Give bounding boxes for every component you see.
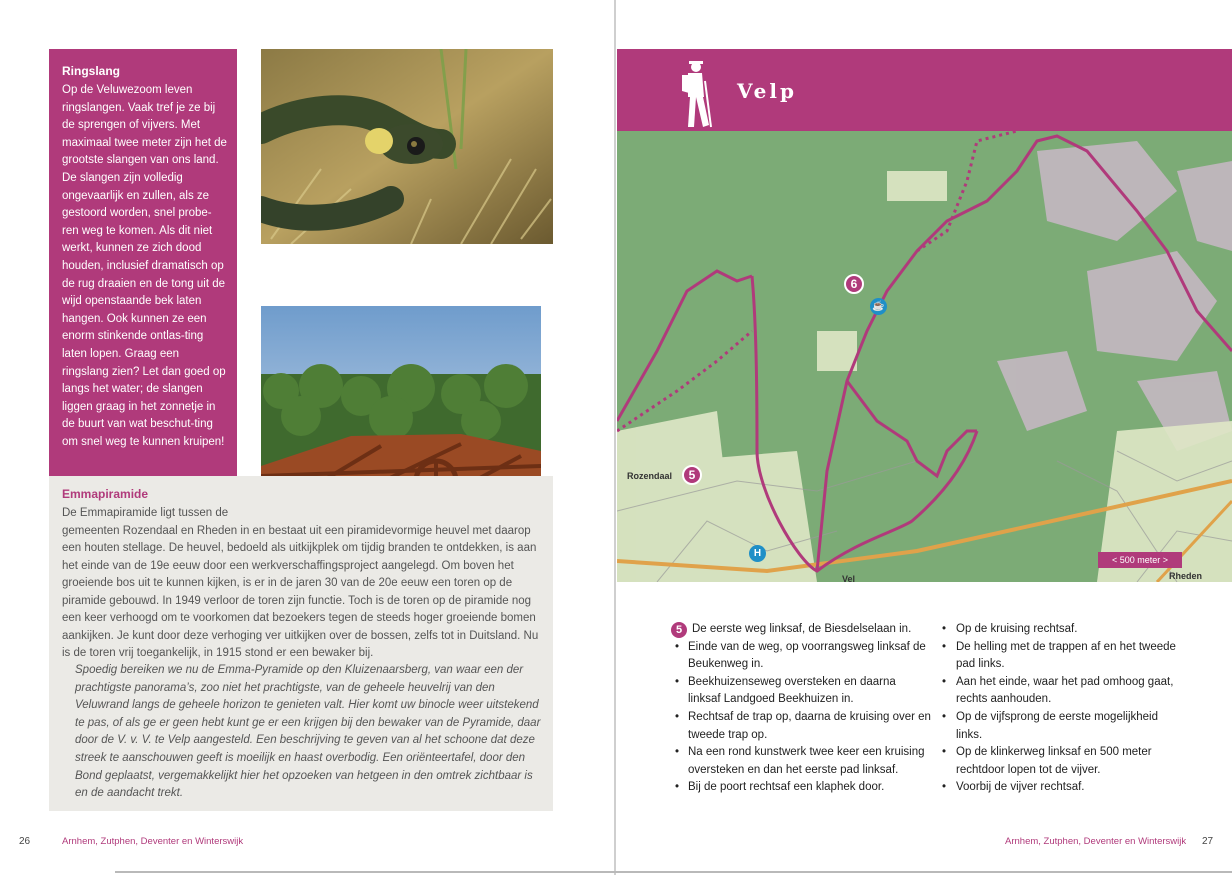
- route-step: • Voorbij de vijver rechtsaf.: [942, 779, 1182, 797]
- route-step: • Beekhuizenseweg oversteken en daarna linksaf Landgoed Beekhuizen in.: [671, 674, 931, 709]
- route-step: • De helling met de trappen af en het tweede pad links.: [942, 639, 1182, 674]
- running-title-left: Arnhem, Zutphen, Deventer en Winterswijk: [62, 836, 244, 847]
- ringslang-sidebar: [49, 49, 237, 476]
- route-step: • Einde van de weg, op voorrangsweg linksaf de Beukenweg in.: [671, 639, 931, 674]
- route-step: • Op de kruising rechtsaf.: [942, 621, 1182, 639]
- route-step: • Na een rond kunstwerk twee keer een kruising oversteken en dan het eerste pad linksaf.: [671, 744, 931, 779]
- route-step: • Rechtsaf de trap op, daarna de kruising over en tweede trap op.: [671, 709, 931, 744]
- page-spine: [614, 0, 616, 875]
- route-step: • Bij de poort rechtsaf een klaphek door.: [671, 779, 931, 797]
- page-number-right: 27: [1202, 836, 1214, 847]
- route-step: • Aan het einde, waar het pad omhoog gaat, rechts aanhouden.: [942, 674, 1182, 709]
- emmapiramide-article: [49, 476, 553, 811]
- cafe-icon[interactable]: ☕: [870, 298, 887, 315]
- sidebar-title: Ringslang: [62, 64, 121, 78]
- parking-icon[interactable]: H: [749, 545, 766, 562]
- map-marker-5[interactable]: 5: [682, 465, 702, 485]
- route-step: • Op de vijfsprong de eerste mogelijkheid links.: [942, 709, 1182, 744]
- grass-snake-photo: [261, 49, 553, 244]
- hiker-icon: [678, 59, 718, 134]
- route-step: • Op de klinkerweg linksaf en 500 meter rechtdoor lopen tot de vijver.: [942, 744, 1182, 779]
- historic-quote: Spoedig bereiken we nu de Emma-Pyramide op den Kluizenaarsberg, van waar een der prachtigste panorama’s, zoo niet het prachtigste, van de geheele heuvelrij van den Veluwrand langs de geheele horizon te genieten valt. Hier komt uw binocle weer uitstekend te pas, of als ge er geen hebt kunt ge er een krijgen bij den bewaker van de Pyramide, daar door de V. v. V. te Velp aangesteld. Een beschrijving te geven van al het schoone dat deze streek te aanschouwen geeft is moeilijk en haast overbodig. Een oriënteertafel, door den Bond geplaatst, vergemakkelijkt hier het opzoeken van hetgeen in den omtrek zichtbaar is en de aandacht trekt.: [75, 664, 541, 800]
- map-label-rozendaal: Rozendaal: [627, 471, 673, 481]
- article-intro-line: De Emmapiramide ligt tussen de: [62, 507, 229, 519]
- page-number-left: 26: [19, 836, 31, 847]
- article-title: Emmapiramide: [62, 487, 149, 501]
- route-start-step: [671, 621, 931, 639]
- map-label-rheden: Rheden: [1169, 571, 1203, 581]
- route-directions-left: [671, 621, 931, 797]
- route-title: Velp: [737, 79, 797, 103]
- map-scale-bar: < 500 meter >: [1098, 552, 1182, 568]
- sidebar-text: Op de Veluwezoom leven ringslangen. Vaak tref je ze bij de sprengen of vijvers. Met maximaal twee meter zijn het de grootste slangen van ons land. De slangen zijn volledig ongevaarlijk en zullen, als ze gestoord worden, snel probe-ren weg te komen. Als dit niet werkt, kunnen ze zich dood houden, inclusief dramatisch op de rug draaien en de tong uit de wijd openstaande bek laten hangen. Ook kunnen ze een enorm stinkende ontlas-ting laten lopen. Graag een ringslang zien? Let dan goed op langs het water; de slangen liggen graag in het zonnetje in de buurt van wat beschut-ting om snel weg te kunnen kruipen!: [62, 84, 227, 448]
- map-label-partial: Vel: [842, 574, 856, 582]
- route-step-number: 5: [671, 622, 687, 638]
- route-map[interactable]: [617, 131, 1232, 582]
- bottom-rule: [115, 871, 1232, 873]
- map-marker-6[interactable]: 6: [844, 274, 864, 294]
- running-title-right: Arnhem, Zutphen, Deventer en Winterswijk: [1005, 836, 1187, 847]
- route-directions-right: [942, 621, 1182, 797]
- article-body-text: gemeenten Rozendaal en Rheden in en bestaat uit een piramidevormige heuvel met daarop een houten stellage. De heuvel, bedoeld als uitkijkplek om tijdig branden te ontdekken, is aan het einde van de 19e eeuw door een werkverschaffingsproject aangelegd. Om boven het groeiende bos uit te kunnen kijken, is er in de jaren 30 van de 20e eeuw een toren op de piramide gebouwd. In 1949 verloor de toren zijn functie. Toch is de toren op de piramide nog een keer verhoogd om te voorkomen dat bezoekers tegen de steeds hoger groeiende bomen aankijken. Je kunt door deze verhoging ver uitkijken over de bossen, zelfs tot in Duitsland. Nu is de toren vrij toegankelijk, in 1915 stond er een bewaker bij.: [62, 524, 539, 659]
- article-body: [62, 505, 546, 663]
- route-start-text: De eerste weg linksaf, de Biesdelselaan in.: [692, 623, 912, 635]
